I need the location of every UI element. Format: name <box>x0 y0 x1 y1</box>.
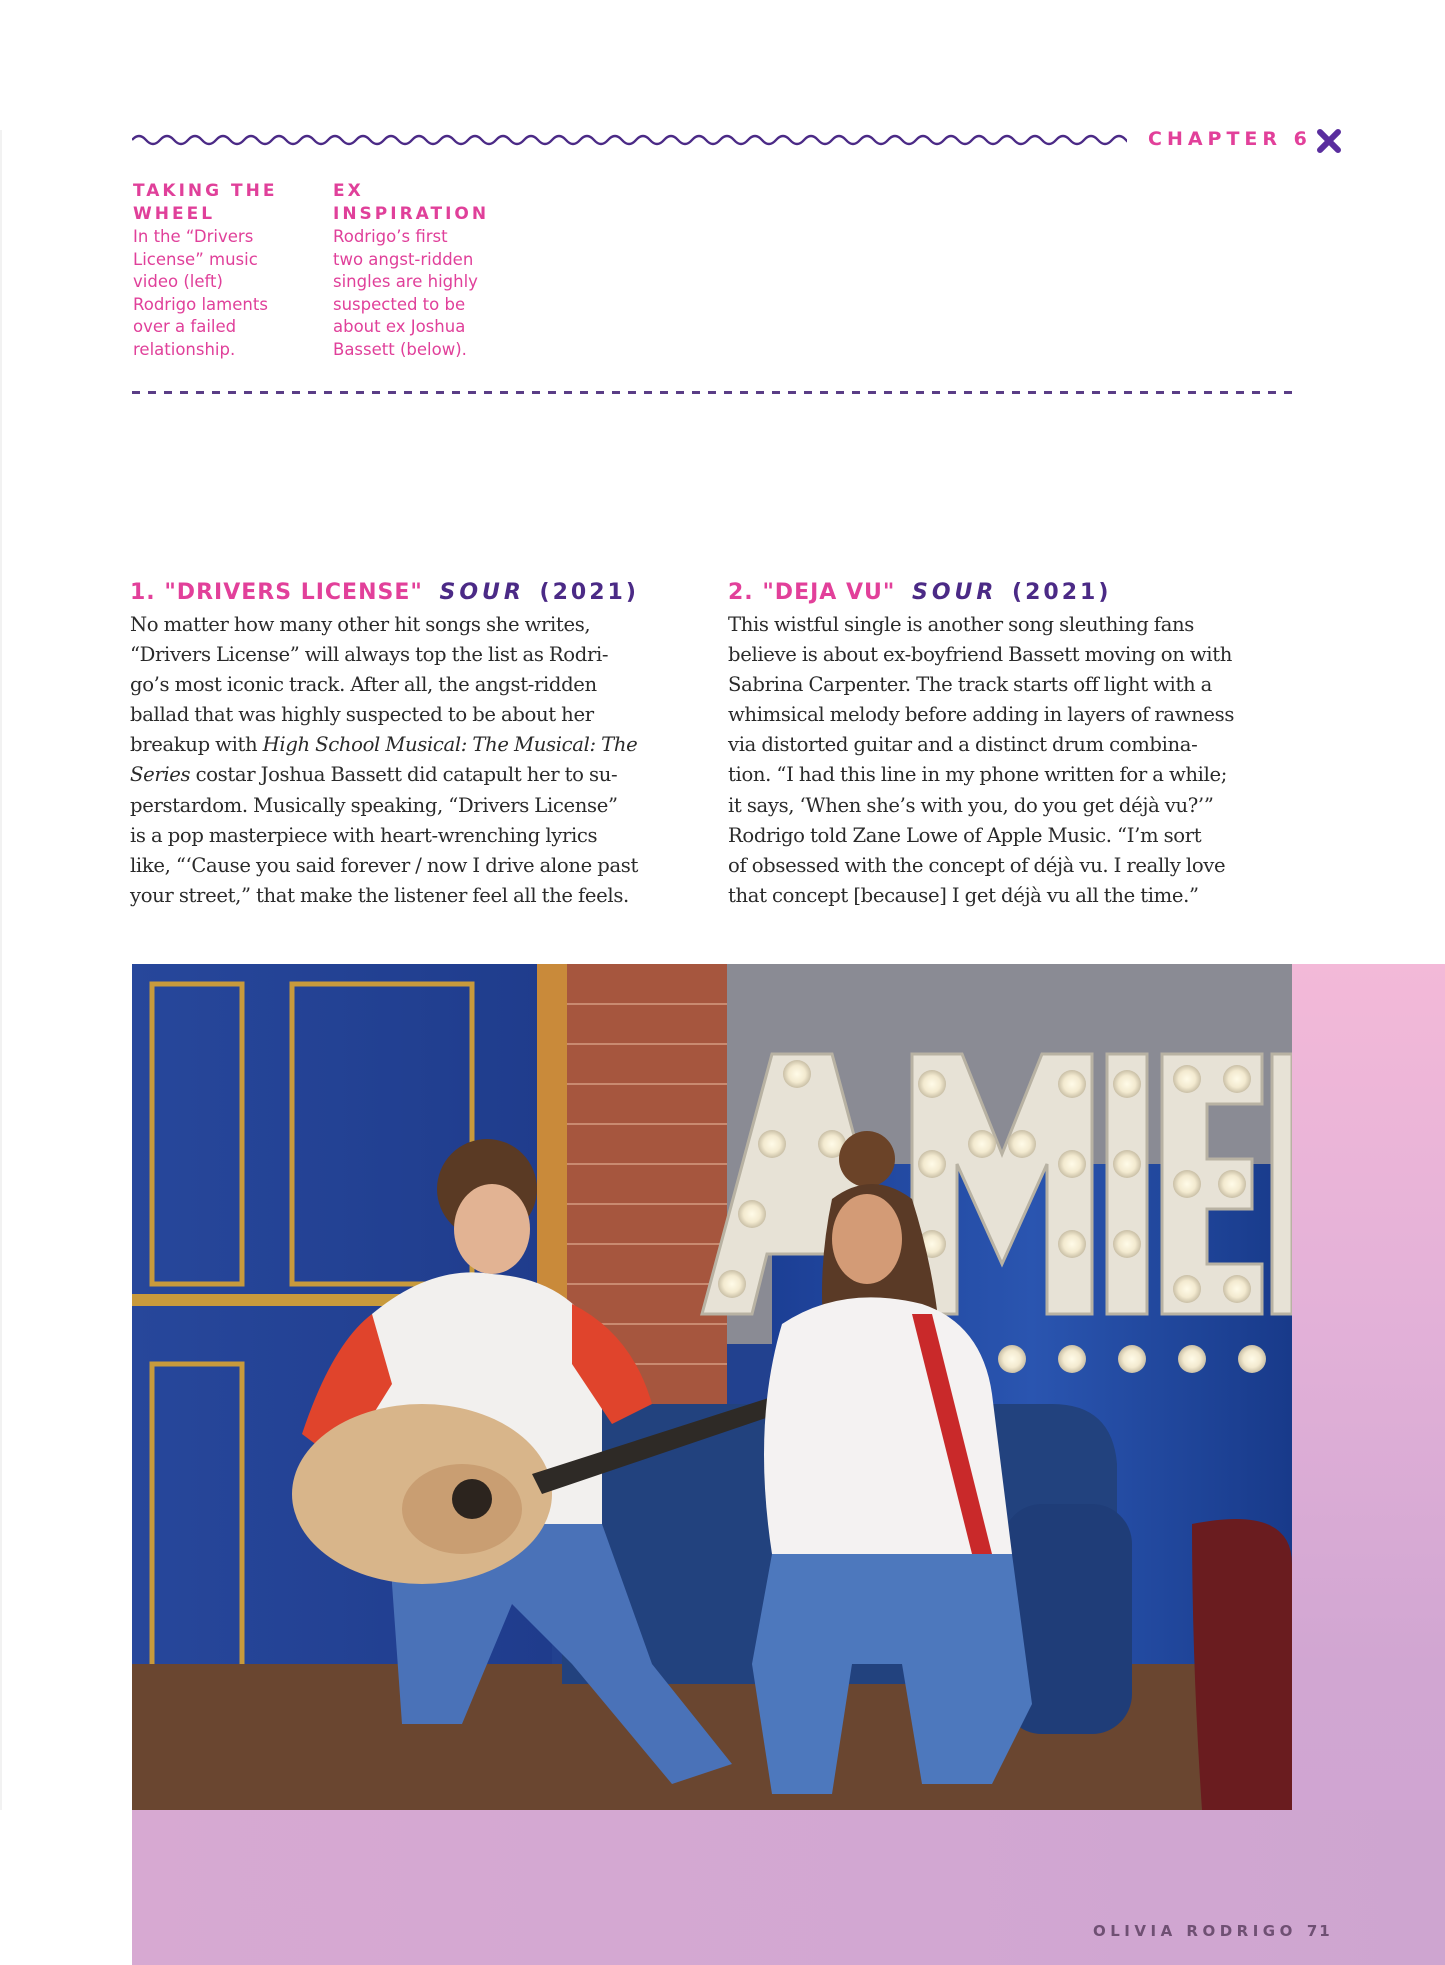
caption-title-line: WHEEL <box>133 204 216 224</box>
body-line: is a pop masterpiece with heart-wrenching lyrics <box>130 823 598 847</box>
body-line: whimsical melody before adding in layers of rawness <box>728 703 1235 727</box>
body-line: “Drivers License” will always top the list as Rodri- <box>130 643 609 667</box>
caption-taking-the-wheel <box>133 180 333 362</box>
caption-line: about ex Joshua <box>333 317 466 337</box>
caption-line: over a failed <box>133 317 237 337</box>
body-line: that concept [because] I get déjà vu all the time.” <box>728 883 1199 907</box>
article-deja-vu <box>728 578 1298 911</box>
body-line: Sabrina Carpenter. The track starts off light with a <box>728 673 1212 697</box>
caption-title <box>133 180 333 226</box>
caption-title-line: TAKING THE <box>133 181 278 201</box>
show-title: Series <box>130 763 191 787</box>
footer-title: OLIVIA RODRIGO <box>1093 1922 1297 1940</box>
body-line <box>130 730 700 760</box>
x-mark-icon <box>1314 126 1344 156</box>
album-title: SOUR <box>439 580 525 605</box>
release-year: (2021) <box>1012 580 1112 605</box>
article-drivers-license <box>130 578 700 911</box>
photo-illustration <box>132 964 1292 1810</box>
body-line: ballad that was highly suspected to be about her <box>130 703 594 727</box>
song-title: "DRIVERS LICENSE" <box>164 580 423 605</box>
caption-line: two angst-ridden <box>333 249 474 269</box>
album-title: SOUR <box>912 580 998 605</box>
caption-line: Rodrigo laments <box>133 294 268 314</box>
page-number: 71 <box>1306 1922 1332 1940</box>
page-footer <box>1093 1922 1332 1940</box>
caption-line: Bassett (below). <box>333 339 467 359</box>
body-line: it says, ‘When she’s with you, do you get déjà vu?’” <box>728 793 1214 817</box>
chapter-label: CHAPTER 6 <box>1148 128 1312 150</box>
show-title: High School Musical: The Musical: The <box>262 733 638 757</box>
caption-body <box>133 226 333 362</box>
pink-panel-bottom <box>132 1810 1445 1965</box>
caption-body <box>333 226 513 362</box>
caption-line: License” music <box>133 249 258 269</box>
body-line: via distorted guitar and a distinct drum combina- <box>728 733 1198 757</box>
song-number: 2. <box>728 580 754 605</box>
article-body <box>130 610 700 911</box>
caption-line: In the “Drivers <box>133 227 254 246</box>
caption-line: suspected to be <box>333 294 466 314</box>
article-body <box>728 610 1298 911</box>
song-number: 1. <box>130 580 156 605</box>
body-line: your street,” that make the listener feel all the feels. <box>130 883 629 907</box>
body-line: like, “‘Cause you said forever / now I drive alone past <box>130 853 639 877</box>
song-title: "DEJA VU" <box>762 580 896 605</box>
caption-title <box>333 180 513 226</box>
caption-line: singles are highly <box>333 272 478 292</box>
article-heading <box>130 578 700 608</box>
dashed-divider <box>132 391 1294 394</box>
body-line: believe is about ex-boyfriend Bassett moving on with <box>728 643 1232 667</box>
body-text-span: breakup with <box>130 733 263 757</box>
page-edge <box>0 130 2 1810</box>
caption-title-line: EX <box>333 181 364 201</box>
body-line: No matter how many other hit songs she writes, <box>130 613 591 636</box>
caption-line: video (left) <box>133 272 223 292</box>
body-text-span: costar Joshua Bassett did catapult her to su- <box>190 763 618 787</box>
body-line: Rodrigo told Zane Lowe of Apple Music. “I’m sort <box>728 823 1202 847</box>
release-year: (2021) <box>539 580 639 605</box>
wavy-divider <box>132 128 1127 152</box>
caption-line: relationship. <box>133 339 236 359</box>
body-line: tion. “I had this line in my phone written for a while; <box>728 763 1228 787</box>
caption-ex-inspiration <box>333 180 513 362</box>
body-line: of obsessed with the concept of déjà vu. I really love <box>728 853 1226 877</box>
article-heading <box>728 578 1298 608</box>
caption-line: Rodrigo’s first <box>333 227 448 246</box>
body-line: This wistful single is another song sleuthing fans <box>728 613 1195 636</box>
body-line <box>130 760 700 790</box>
photo-bassett-rodrigo <box>132 964 1292 1810</box>
body-line: go’s most iconic track. After all, the angst-ridden <box>130 673 597 697</box>
caption-title-line: INSPIRATION <box>333 204 490 224</box>
body-line: perstardom. Musically speaking, “Drivers License” <box>130 793 618 817</box>
